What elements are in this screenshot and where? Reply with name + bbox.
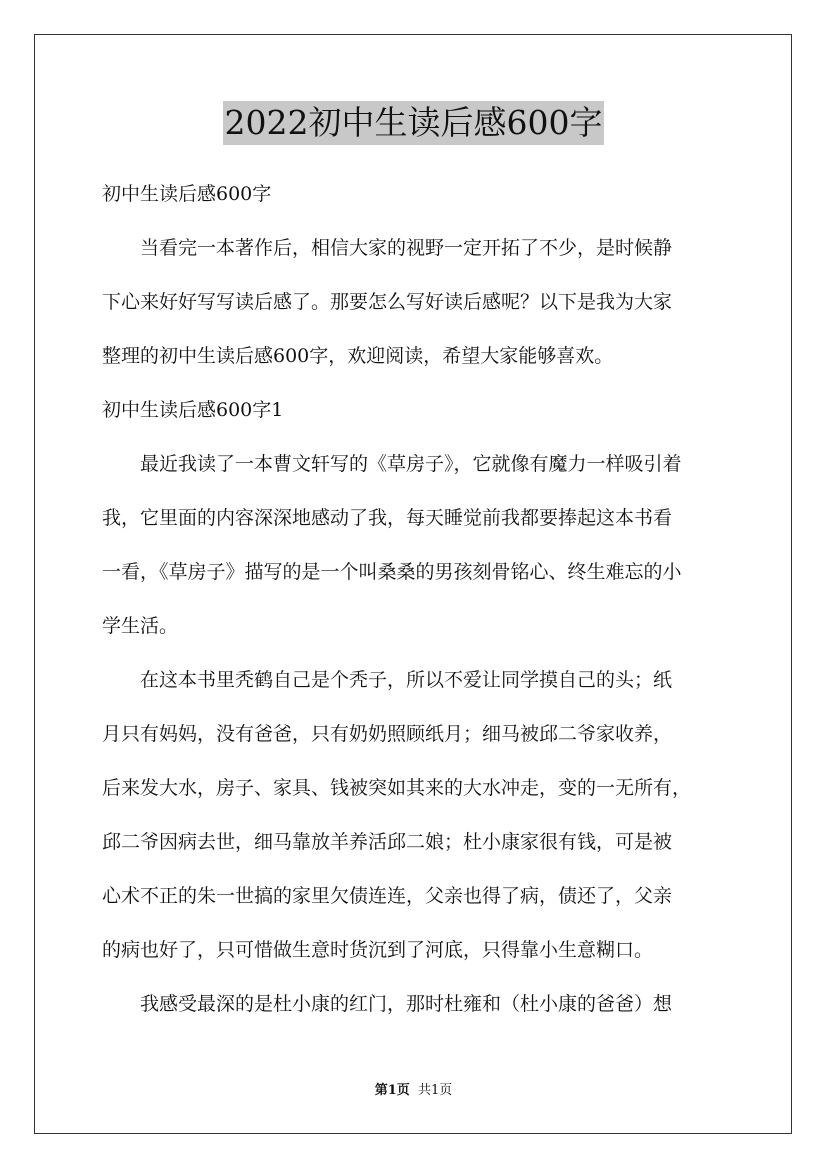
text-line: 学生活。	[102, 615, 179, 637]
text-line: 整理的初中生读后感600字，欢迎阅读，希望大家能够喜欢。	[102, 345, 614, 367]
text-line: 最近我读了一本曹文轩写的《草房子》，它就像有魔力一样吸引着	[102, 453, 682, 475]
text-line: 一看，《草房子》描写的是一个叫桑桑的男孩刻骨铭心、终生难忘的小	[102, 561, 682, 583]
text-line: 后来发大水，房子、家具、钱被突如其来的大水冲走，变的一无所有，	[102, 777, 692, 799]
page-total: 共1页	[418, 1083, 453, 1098]
text-line: 心术不正的朱一世搞的家里欠债连连，父亲也得了病，债还了，父亲	[102, 885, 673, 907]
text-line: 当看完一本著作后，相信大家的视野一定开拓了不少，是时候静	[102, 237, 673, 259]
text-line: 邱二爷因病去世，细马靠放羊养活邱二娘；杜小康家很有钱，可是被	[102, 831, 673, 853]
text-line: 我，它里面的内容深深地感动了我，每天睡觉前我都要捧起这本书看	[102, 507, 673, 529]
text-line: 月只有妈妈，没有爸爸，只有奶奶照顾纸月；细马被邱二爷家收养，	[102, 723, 673, 745]
page-number: 第1页	[374, 1083, 410, 1098]
section-heading: 初中生读后感600字1	[102, 399, 284, 421]
text-line: 我感受最深的是杜小康的红门，那时杜雍和（杜小康的爸爸）想	[102, 993, 673, 1015]
document-title: 2022初中生读后感600字	[223, 101, 605, 145]
text-line: 的病也好了，只可惜做生意时货沉到了河底，只得靠小生意糊口。	[102, 939, 654, 961]
text-line: 在这本书里秃鹤自己是个秃子，所以不爱让同学摸自己的头；纸	[102, 669, 673, 691]
subtitle-line: 初中生读后感600字	[102, 183, 272, 205]
text-line: 下心来好好写写读后感了。那要怎么写好读后感呢？以下是我为大家	[102, 291, 673, 313]
page-footer	[0, 1082, 827, 1100]
